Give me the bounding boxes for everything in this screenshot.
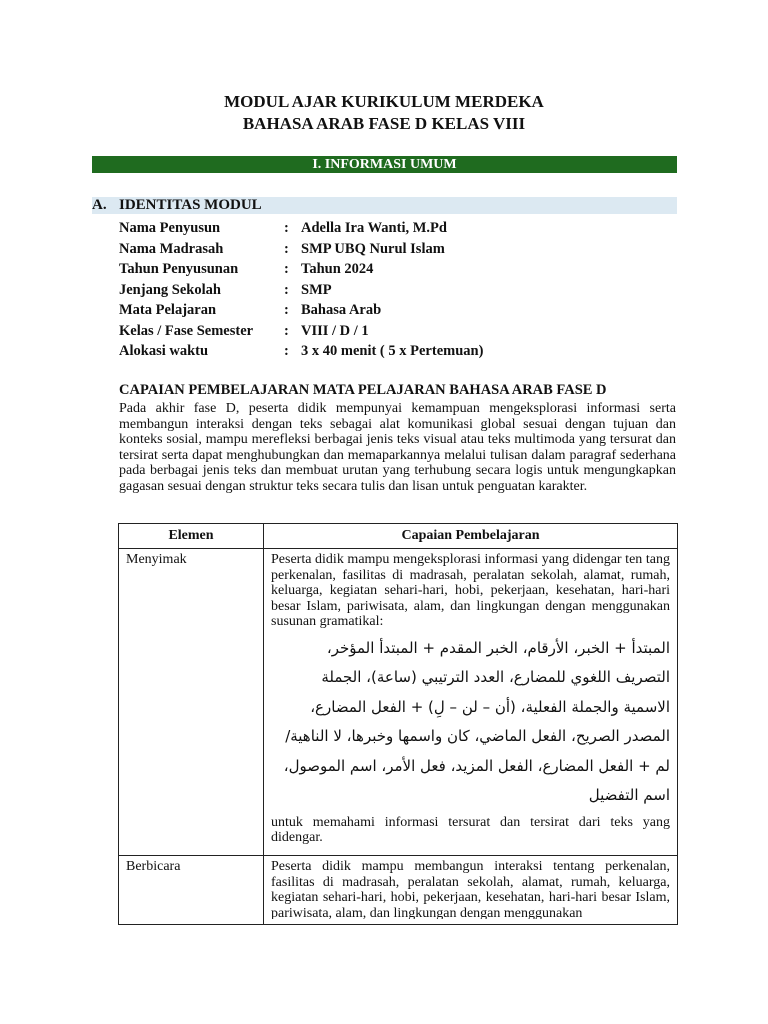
identitas-key: Mata Pelajaran	[119, 302, 217, 318]
capaian-text-before: Peserta didik mampu membangun interaksi tentang perkenalan, fasilitas di madrasah, peralatan sekolah, alamat, rumah, keluarga, kegiatan sehari-hari, hobi, pekerjaan, kesehatan, hari-hari besar Islam, pariwisata, alam, dan lingkungan dengan menggunakan	[271, 859, 670, 919]
capaian-text-after: untuk memahami informasi tersurat dan tersirat dari teks yang didengar.	[271, 814, 670, 845]
capaian-cell	[264, 549, 678, 856]
identitas-value: Tahun 2024	[301, 261, 374, 277]
identitas-row	[119, 321, 679, 342]
identitas-key: Alokasi waktu	[119, 343, 209, 359]
identitas-value: SMP UBQ Nurul Islam	[301, 240, 445, 257]
identitas-colon: :	[284, 281, 289, 298]
identitas-row	[119, 341, 679, 362]
identitas-key: Nama Penyusun	[119, 220, 221, 236]
elemen-cell: Berbicara	[119, 856, 264, 925]
identitas-value: SMP	[301, 281, 332, 298]
table-header-row	[119, 524, 678, 549]
identitas-colon: :	[284, 220, 289, 236]
identitas-key: Nama Madrasah	[119, 240, 224, 257]
identitas-colon: :	[284, 240, 289, 257]
identitas-colon: :	[284, 343, 289, 359]
capaian-cell	[264, 856, 678, 925]
identitas-row	[119, 259, 679, 280]
elemen-cell: Menyimak	[119, 549, 264, 856]
identitas-row	[119, 239, 679, 260]
identitas-colon: :	[284, 322, 289, 339]
header-capaian: Capaian Pembelajaran	[264, 524, 678, 549]
section-letter: A.	[92, 197, 107, 213]
section-bar-informasi-umum: I. INFORMASI UMUM	[92, 156, 677, 173]
table-row	[119, 549, 678, 856]
identitas-key: Tahun Penyusunan	[119, 261, 239, 277]
identitas-row	[119, 300, 679, 321]
section-heading: IDENTITAS MODUL	[119, 197, 262, 213]
document-title-line2: BAHASA ARAB FASE D KELAS VIII	[242, 114, 526, 133]
capaian-text-before: Peserta didik mampu mengeksplorasi informasi yang didengar ten tang perkenalan, fasilitas di madrasah, peralatan sekolah, alamat, rumah, keluarga, kegiatan sehari-hari, hobi, pekerjaan, kesehatan, hari-hari besar Islam, pariwisata, alam, dan lingkungan dengan menggunakan susunan gramatikal:	[271, 552, 670, 629]
arabic-grammar-text: المبتدأ + الخبر، الأرقام، الخبر المقدم + المبتدأ المؤخر، التصريف اللغوي للمضارع، العدد الترتيبي (ساعة)، الجملة الاسمية والجملة الفعلية، (أن – لن – لِ) + الفعل المضارع، المصدر الصريح، الفعل الماضي، كان واسمها وخبرها، لا الناهية/لم + الفعل المضارع، الفعل المزيد، فعل الأمر، اسم الموصول، اسم التفضيل	[283, 638, 670, 804]
identitas-colon: :	[284, 261, 289, 277]
document-title-line1: MODUL AJAR KURIKULUM MERDEKA	[224, 92, 544, 111]
capaian-table	[118, 523, 678, 925]
identitas-row	[119, 218, 679, 239]
capaian-heading: CAPAIAN PEMBELAJARAN MATA PELAJARAN BAHASA ARAB FASE D	[119, 382, 607, 398]
identitas-key: Jenjang Sekolah	[119, 281, 221, 298]
identitas-value: 3 x 40 menit ( 5 x Pertemuan)	[301, 343, 484, 359]
identitas-value: Bahasa Arab	[301, 302, 382, 318]
capaian-paragraph: Pada akhir fase D, peserta didik mempunyai kemampuan mengeksplorasi informasi serta membangun interaksi dengan teks sebagai alat komunikasi global sesuai dengan tujuan dan konteks sosial, mampu merefleksi berbagai jenis teks visual atau teks multimoda yang tersurat dan tersirat serta dapat menghubungkan dan memaparkannya melalui tulisan dalam paragraf sederhana pada berbagai jenis teks dan membuat urutan yang terhubung secara logis untuk mengungkapkan gagasan sesuai dengan struktur teks secara tulis dan lisan untuk penguatan karakter.	[119, 401, 676, 494]
identitas-list	[119, 218, 679, 362]
identitas-key: Kelas / Fase Semester	[119, 322, 254, 339]
table-row	[119, 856, 678, 925]
identitas-colon: :	[284, 302, 289, 318]
identitas-value: Adella Ira Wanti, M.Pd	[301, 220, 447, 236]
identitas-row	[119, 280, 679, 301]
header-elemen: Elemen	[119, 524, 264, 549]
identitas-value: VIII / D / 1	[301, 322, 369, 339]
section-identitas-modul	[92, 197, 677, 214]
